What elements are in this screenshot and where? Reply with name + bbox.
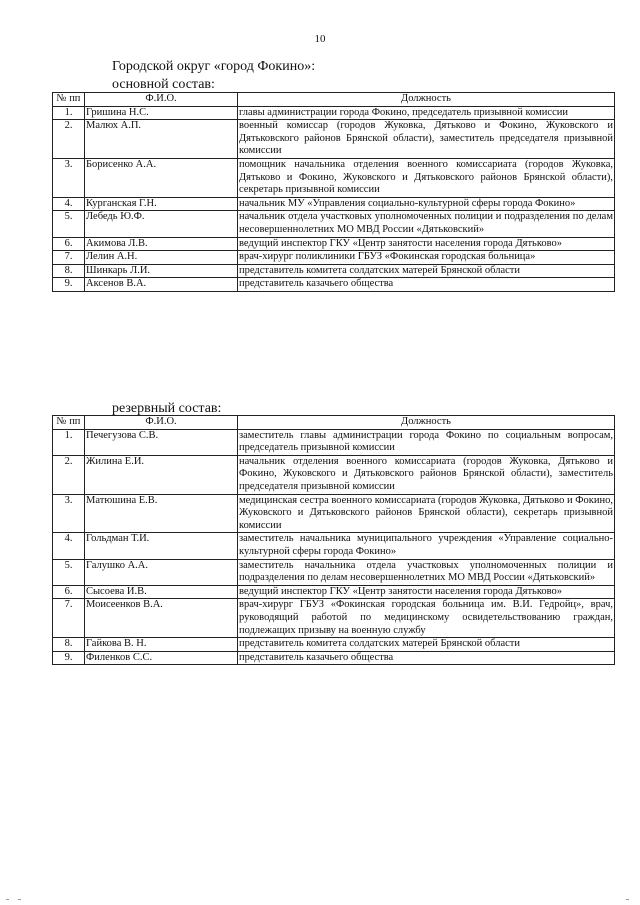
table-row <box>53 455 615 494</box>
reserve-composition-table <box>52 415 615 665</box>
row-number: 2. <box>53 120 85 159</box>
row-number: 8. <box>53 638 85 652</box>
scan-artifact <box>6 899 9 900</box>
member-position: заместитель начальника муниципального учреждения «Управление социально-культурной сферы города Фокино» <box>238 533 615 559</box>
page-number: 10 <box>314 33 326 45</box>
column-header-number: № пп <box>53 416 85 430</box>
main-composition-title: основной состав: <box>112 77 215 92</box>
member-name: Сысоева И.В. <box>85 585 238 599</box>
scan-artifact <box>18 899 21 900</box>
member-name: Матюшина Е.В. <box>85 494 238 533</box>
member-name: Печегузова С.В. <box>85 429 238 455</box>
table-row <box>53 211 615 237</box>
row-number: 4. <box>53 533 85 559</box>
member-position: представитель комитета солдатских матерей Брянской области <box>238 638 615 652</box>
member-name: Шинкарь Л.И. <box>85 264 238 278</box>
member-position: представитель комитета солдатских матерей Брянской области <box>238 264 615 278</box>
member-name: Борисенко А.А. <box>85 158 238 197</box>
member-name: Лелин А.Н. <box>85 251 238 265</box>
member-name: Жилина Е.И. <box>85 455 238 494</box>
table-row <box>53 106 615 120</box>
member-name: Гайкова В. Н. <box>85 638 238 652</box>
row-number: 3. <box>53 494 85 533</box>
column-header-name: Ф.И.О. <box>85 416 238 430</box>
member-position: ведущий инспектор ГКУ «Центр занятости населения города Дятьково» <box>238 585 615 599</box>
member-position: представитель казачьего общества <box>238 278 615 292</box>
member-name: Моисеенков В.А. <box>85 599 238 638</box>
member-name: Курганская Г.Н. <box>85 197 238 211</box>
member-position: врач-хирург ГБУЗ «Фокинская городская больница им. В.И. Гедройц», врач, руководящий работой по медицинскому освидетельствованию граждан, подлежащих призыву на военную службу <box>238 599 615 638</box>
member-position: заместитель начальника отдела участковых уполномоченных полиции и подразделения по делам несовершеннолетних МО МВД России «Дятьковский» <box>238 559 615 585</box>
member-position: начальник отдела участковых уполномоченных полиции и подразделения по делам несовершеннолетних МО МВД России «Дятьковский» <box>238 211 615 237</box>
member-position: начальник отделения военного комиссариата (городов Жуковка, Дятьково и Фокино, Жуковского и Дятьковского районов Брянской области), заместитель председателя призывной комиссии <box>238 455 615 494</box>
column-header-position: Должность <box>238 93 615 107</box>
table-row <box>53 559 615 585</box>
row-number: 1. <box>53 429 85 455</box>
member-position: главы администрации города Фокино, председатель призывной комиссии <box>238 106 615 120</box>
member-name: Малюх А.П. <box>85 120 238 159</box>
table-row <box>53 585 615 599</box>
row-number: 8. <box>53 264 85 278</box>
member-position: медицинская сестра военного комиссариата (городов Жуковка, Дятьково и Фокино, Жуковского и Дятьковского районов Брянской области), секретарь призывной комиссии <box>238 494 615 533</box>
table-row <box>53 429 615 455</box>
table-row <box>53 251 615 265</box>
row-number: 4. <box>53 197 85 211</box>
district-title: Городской округ «город Фокино»: <box>112 59 316 74</box>
member-name: Гришина Н.С. <box>85 106 238 120</box>
member-position: ведущий инспектор ГКУ «Центр занятости населения города Дятьково» <box>238 237 615 251</box>
table-row <box>53 599 615 638</box>
table-row <box>53 638 615 652</box>
member-name: Гольдман Т.И. <box>85 533 238 559</box>
reserve-table-body <box>53 429 615 665</box>
row-number: 7. <box>53 251 85 265</box>
table-row <box>53 651 615 665</box>
scan-artifact <box>626 899 629 900</box>
member-position: начальник МУ «Управления социально-культурной сферы города Фокино» <box>238 197 615 211</box>
row-number: 6. <box>53 585 85 599</box>
main-composition-table <box>52 92 615 292</box>
table-row <box>53 533 615 559</box>
member-name: Акимова Л.В. <box>85 237 238 251</box>
table-row <box>53 158 615 197</box>
reserve-composition-title: резервный состав: <box>112 401 222 416</box>
row-number: 7. <box>53 599 85 638</box>
row-number: 6. <box>53 237 85 251</box>
row-number: 5. <box>53 559 85 585</box>
row-number: 9. <box>53 278 85 292</box>
row-number: 2. <box>53 455 85 494</box>
table-header-row <box>53 93 615 107</box>
member-name: Галушко А.А. <box>85 559 238 585</box>
member-name: Лебедь Ю.Ф. <box>85 211 238 237</box>
column-header-position: Должность <box>238 416 615 430</box>
column-header-name: Ф.И.О. <box>85 93 238 107</box>
row-number: 9. <box>53 651 85 665</box>
column-header-number: № пп <box>53 93 85 107</box>
table-row <box>53 494 615 533</box>
table-header-row <box>53 416 615 430</box>
table-row <box>53 278 615 292</box>
member-position: представитель казачьего общества <box>238 651 615 665</box>
table-row <box>53 264 615 278</box>
row-number: 1. <box>53 106 85 120</box>
member-position: заместитель главы администрации города Фокино по социальным вопросам, председатель призывной комиссии <box>238 429 615 455</box>
member-name: Аксенов В.А. <box>85 278 238 292</box>
table-row <box>53 197 615 211</box>
table-row <box>53 237 615 251</box>
main-table-body <box>53 106 615 291</box>
member-name: Филенков С.С. <box>85 651 238 665</box>
row-number: 3. <box>53 158 85 197</box>
table-row <box>53 120 615 159</box>
row-number: 5. <box>53 211 85 237</box>
member-position: врач-хирург поликлиники ГБУЗ «Фокинская городская больница» <box>238 251 615 265</box>
member-position: военный комиссар (городов Жуковка, Дятьково и Фокино, Жуковского и Дятьковского районов Брянской области), заместитель председателя призывной комиссии <box>238 120 615 159</box>
member-position: помощник начальника отделения военного комиссариата (городов Жуковка, Дятьково и Фокино, Жуковского и Дятьковского районов Брянской области), секретарь призывной комиссии <box>238 158 615 197</box>
